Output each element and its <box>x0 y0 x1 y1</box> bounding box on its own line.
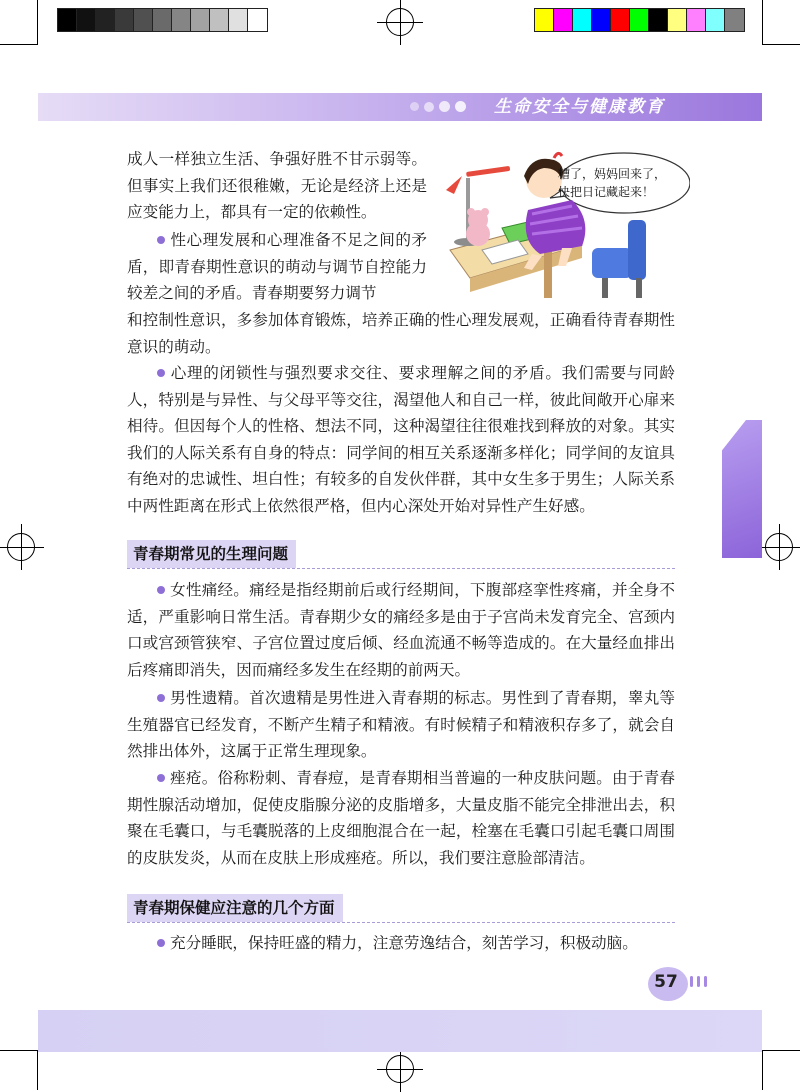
crop-mark <box>0 1050 38 1051</box>
paragraph-text: 成人一样独立生活、争强好胜不甘示弱等。但事实上我们还很稚嫩，无论是经济上还是应变能力上，都具有一定的依赖性。 <box>127 150 427 221</box>
paragraph-text: 痤疮。俗称粉刺、青春痘，是青春期相当普遍的一种皮肤问题。由于青春期性腺活动增加，促使皮脂腺分泌的皮脂增多，大量皮脂不能完全排泄出去，积聚在毛囊口，与毛囊脱落的上皮细胞混合在一起，栓塞在毛囊口引起毛囊口周围的皮肤发炎，从而在皮肤上形成痤疮。所以，我们要注意脸部清洁。 <box>127 769 675 867</box>
color-swatch <box>191 9 210 31</box>
paragraph-psychological-closure <box>127 360 675 519</box>
registration-target-icon <box>7 533 35 561</box>
color-swatch <box>706 9 725 31</box>
color-swatch <box>210 9 229 31</box>
page-number: 57 <box>654 972 678 992</box>
side-tab-decoration <box>722 420 762 558</box>
paragraph-dysmenorrhea <box>127 577 675 683</box>
color-swatch <box>630 9 649 31</box>
color-swatch <box>96 9 115 31</box>
color-swatch <box>134 9 153 31</box>
section-divider <box>127 922 675 923</box>
grayscale-registration-bar <box>57 8 268 32</box>
color-swatch <box>725 9 744 31</box>
section-title-physiological-problems: 青春期常见的生理问题 <box>127 540 296 568</box>
paragraph-sleep <box>127 930 675 957</box>
color-swatch <box>554 9 573 31</box>
bullet-icon <box>157 939 165 947</box>
color-swatch <box>668 9 687 31</box>
color-swatch <box>77 9 96 31</box>
crop-mark <box>37 1050 38 1090</box>
crop-mark <box>37 0 38 44</box>
color-swatch <box>115 9 134 31</box>
bottom-band <box>38 1010 762 1052</box>
speech-line: 糟了，妈妈回来了， <box>558 167 667 181</box>
crop-mark <box>762 1050 800 1051</box>
color-swatch <box>592 9 611 31</box>
paragraph-text: 心理的闭锁性与强烈要求交往、要求理解之间的矛盾。我们需要与同龄人，特别是与异性、与父母平等交往，渴望他人和自己一样，彼此间敞开心扉来相待。但因每个人的性格、想法不同，这种渴望往往很难找到释放的对象。其实我们的人际关系有自身的特点：同学间的相互关系逐渐多样化；同学间的友谊具有绝对的忠诚性、坦白性；有较多的自发伙伴群，其中女生多于男生；人际关系中两性距离在形式上依然很严格，但内心深处开始对异性产生好感。 <box>127 364 675 515</box>
paragraph-sexual-psychology-continued <box>127 307 675 360</box>
color-swatch <box>687 9 706 31</box>
bullet-icon <box>157 774 165 782</box>
paragraph-nocturnal-emission <box>127 685 675 765</box>
bullet-icon <box>157 586 165 594</box>
crop-mark <box>762 1050 763 1090</box>
book-title: 生命安全与健康教育 <box>494 97 665 117</box>
bullet-icon <box>157 369 165 377</box>
header-decoration-dots <box>410 101 466 112</box>
page-number-decoration <box>690 976 707 987</box>
section-divider <box>127 568 675 569</box>
paragraph-text: 和控制性意识，多参加体育锻炼，培养正确的性心理发展观，正确看待青春期性意识的萌动。 <box>127 311 675 356</box>
color-swatch <box>172 9 191 31</box>
color-swatch <box>611 9 630 31</box>
speech-bubble <box>558 165 690 201</box>
registration-target-icon <box>386 8 414 36</box>
paragraph-text: 性心理发展和心理准备不足之间的矛盾，即青春期性意识的萌动与调节自控能力较差之间的矛盾。青春期要努力调节 <box>127 231 427 302</box>
color-registration-bar <box>534 8 745 32</box>
section-title-health-care: 青春期保健应注意的几个方面 <box>127 894 343 922</box>
crop-mark <box>762 0 763 44</box>
paragraph-independence <box>127 146 427 226</box>
paragraph-text: 男性遗精。首次遗精是男性进入青春期的标志。男性到了青春期，睾丸等生殖器官已经发育，不断产生精子和精液。有时候精子和精液积存多了，就会自然排出体外，这属于正常生理现象。 <box>127 689 675 760</box>
paragraph-acne <box>127 765 675 871</box>
crop-mark <box>0 44 38 45</box>
bullet-icon <box>157 694 165 702</box>
color-swatch <box>58 9 77 31</box>
color-swatch <box>229 9 248 31</box>
paragraph-sexual-psychology <box>127 227 427 307</box>
speech-line: 快把日记藏起来！ <box>558 185 655 199</box>
color-swatch <box>649 9 668 31</box>
color-swatch <box>535 9 554 31</box>
registration-target-icon <box>765 533 793 561</box>
crop-mark <box>762 44 800 45</box>
paragraph-text: 女性痛经。痛经是指经期前后或行经期间，下腹部痉挛性疼痛，并全身不适，严重影响日常生活。青春期少女的痛经多是由于子宫尚未发育完全、宫颈内口或宫颈管狭窄、子宫位置过度后倾、经血流通不畅等造成的。在大量经血排出后疼痛即消失，因而痛经多发生在经期的前两天。 <box>127 581 675 679</box>
color-swatch <box>248 9 267 31</box>
bullet-icon <box>157 236 165 244</box>
color-swatch <box>573 9 592 31</box>
registration-target-icon <box>386 1055 414 1083</box>
color-swatch <box>153 9 172 31</box>
paragraph-text: 充分睡眠，保持旺盛的精力，注意劳逸结合，刻苦学习，积极动脑。 <box>170 934 638 952</box>
